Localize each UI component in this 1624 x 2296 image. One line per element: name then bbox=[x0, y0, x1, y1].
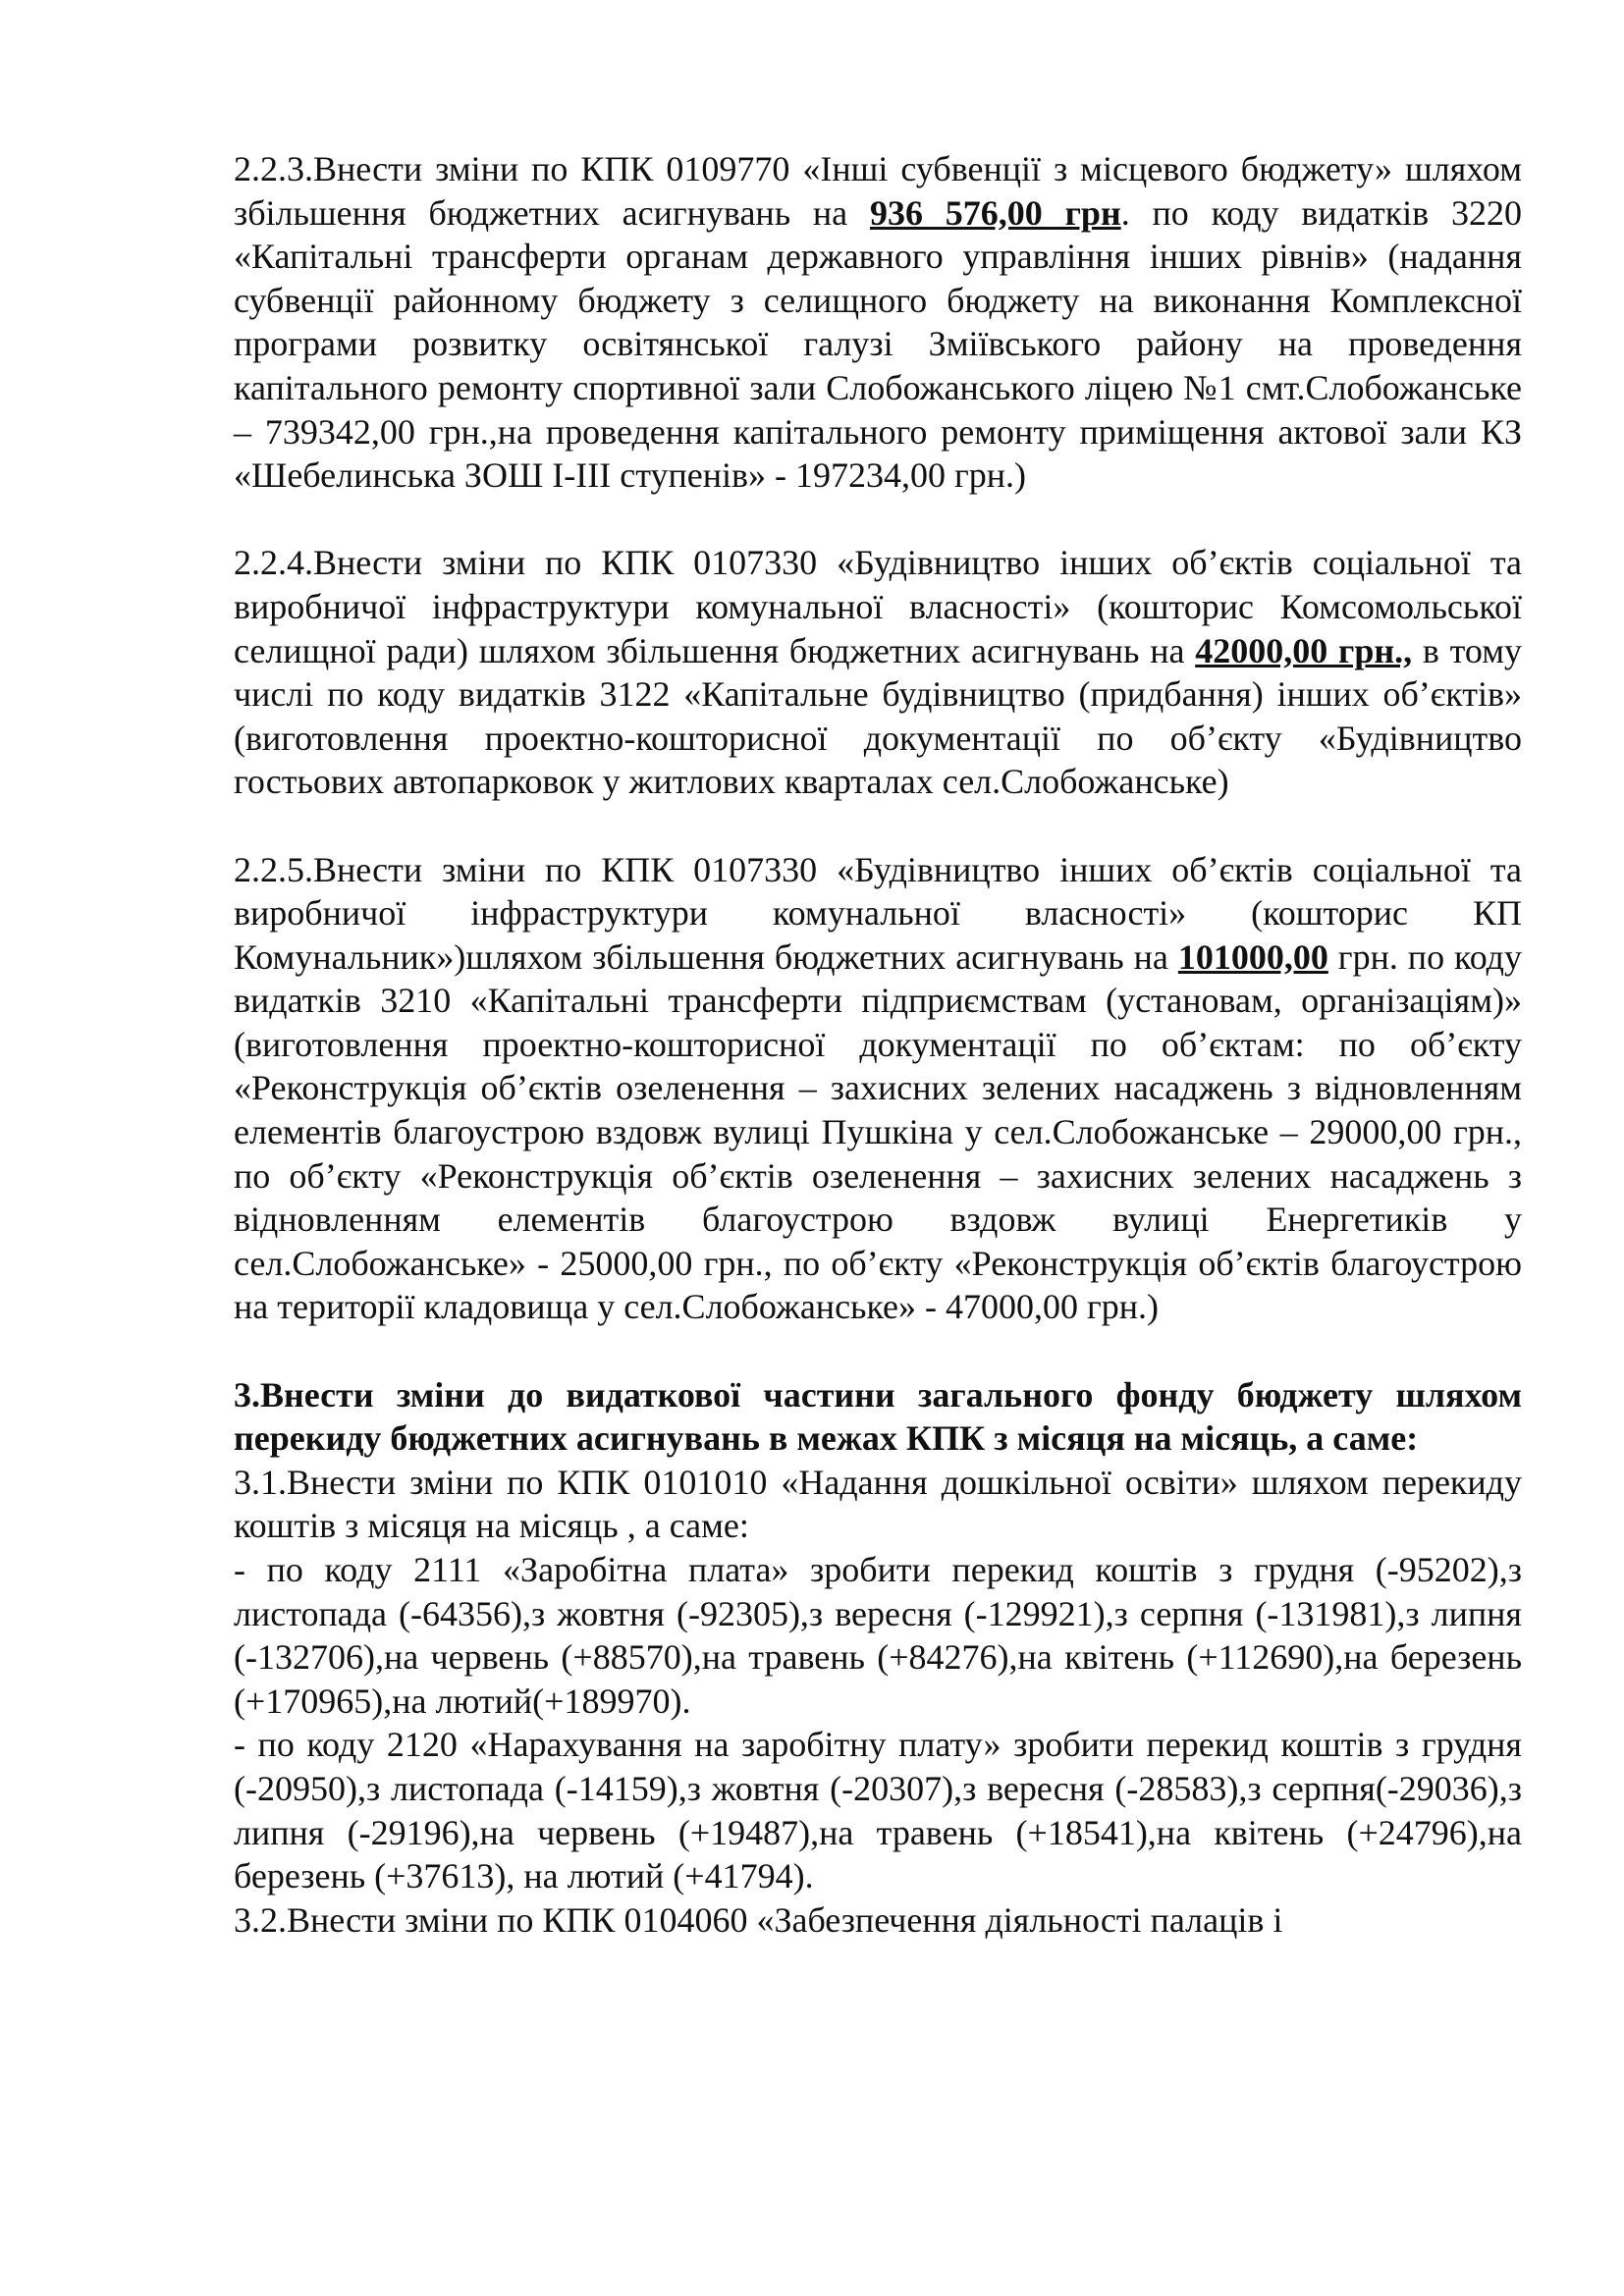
paragraph-gap bbox=[234, 804, 1522, 848]
paragraph-3-2: 3.2.Внести зміни по КПК 0104060 «Забезпечення діяльності палаців і bbox=[234, 1899, 1283, 1940]
paragraph-code-2120: - по коду 2120 «Нарахування на заробітну плату» зробити перекид коштів з грудня (-20950),з листопада (-14159),з жовтня (-20307),з вересня (-28583),з серпня(-29036),з липня (-29196),на червень (+19487),на травень (+18541),на квітень (+24796),на березень (+37613), на лютий (+41794). bbox=[234, 1725, 1522, 1896]
paragraph-2-2-3 bbox=[234, 147, 1522, 498]
paragraph-text: в тому числі по коду видатків 3122 «Капітальне будівництво (придбання) інших об’єктів» (виготовлення проектно-кошторисної документації по об’єкту «Будівництво гостьових автопарковок у житлових кварталах сел.Слобожанське) bbox=[234, 630, 1522, 802]
paragraph-text: . по коду видатків 3220 «Капітальні трансферти органам державного управління інших рівнів» (надання субвенції районному бюджету з селищного бюджету на виконання Комплексної програми розвитку освітянської галузі Зміївського району на проведення капітального ремонту спортивної зали Слобожанського ліцею №1 смт.Слобожанське – 739342,00 грн.,на проведення капітального ремонту приміщення актової зали КЗ «Шебелинська ЗОШ І-ІІІ ступенів» - 197234,00 грн.) bbox=[234, 192, 1522, 496]
paragraph-code-2111: - по коду 2111 «Заробітна плата» зробити перекид коштів з грудня (-95202),з листопада (-64356),з жовтня (-92305),з вересня (-129921),з серпня (-131981),з липня (-132706),на червень (+88570),на травень (+84276),на квітень (+112690),на березень (+170965),на лютий(+189970). bbox=[234, 1550, 1522, 1721]
paragraph-text: 2.2.5.Внести зміни по КПК 0107330 «Будівництво інших об’єктів соціальної та виробничої інфраструктури комунальної власності» (кошторис КП Комунальник»)шляхом збільшення бюджетних асигнувань на bbox=[234, 849, 1522, 977]
paragraph-gap bbox=[234, 498, 1522, 542]
paragraph-text: 2.2.4.Внести зміни по КПК 0107330 «Будівництво інших об’єктів соціальної та виробничої інфраструктури комунальної власності» (кошторис Комсомольської селищної ради) шляхом збільшення бюджетних асигнувань на bbox=[234, 543, 1522, 670]
paragraph-text: 2.2.3.Внести зміни по КПК 0109770 «Інші субвенції з місцевого бюджету» шляхом збільшення бюджетних асигнувань на bbox=[234, 149, 1522, 233]
section-3-heading: 3.Внести зміни до видаткової частини загального фонду бюджету шляхом перекиду бюджетних асигнувань в межах КПК з місяця на місяць, а саме: bbox=[234, 1374, 1522, 1459]
amount-highlight: 101000,00 bbox=[1177, 936, 1328, 977]
amount-highlight: 936 576,00 грн bbox=[869, 192, 1121, 233]
document-page bbox=[234, 147, 1522, 1942]
paragraph-3-1: 3.1.Внести зміни по КПК 0101010 «Надання дошкільної освіти» шляхом перекиду коштів з місяця на місяць , а саме: bbox=[234, 1462, 1522, 1546]
paragraph-text: грн. по коду видатків 3210 «Капітальні трансферти підприємствам (установам, організаціям)» (виготовлення проектно-кошторисної документації по об’єктам: по об’єкту «Реконструкція об’єктів озеленення – захисних зелених насаджень з відновленням елементів благоустрою вздовж вулиці Пушкіна у сел.Слобожанське – 29000,00 грн., по об’єкту «Реконструкція об’єктів озеленення – захисних зелених насаджень з відновленням елементів благоустрою вздовж вулиці Енергетиків у сел.Слобожанське» - 25000,00 грн., по об’єкту «Реконструкція об’єктів благоустрою на території кладовища у сел.Слобожанське» - 47000,00 грн.) bbox=[234, 936, 1522, 1327]
paragraph-gap bbox=[234, 1329, 1522, 1373]
paragraph-2-2-5 bbox=[234, 848, 1522, 1330]
amount-highlight: 42000,00 грн., bbox=[1195, 630, 1413, 670]
paragraph-2-2-4 bbox=[234, 541, 1522, 804]
